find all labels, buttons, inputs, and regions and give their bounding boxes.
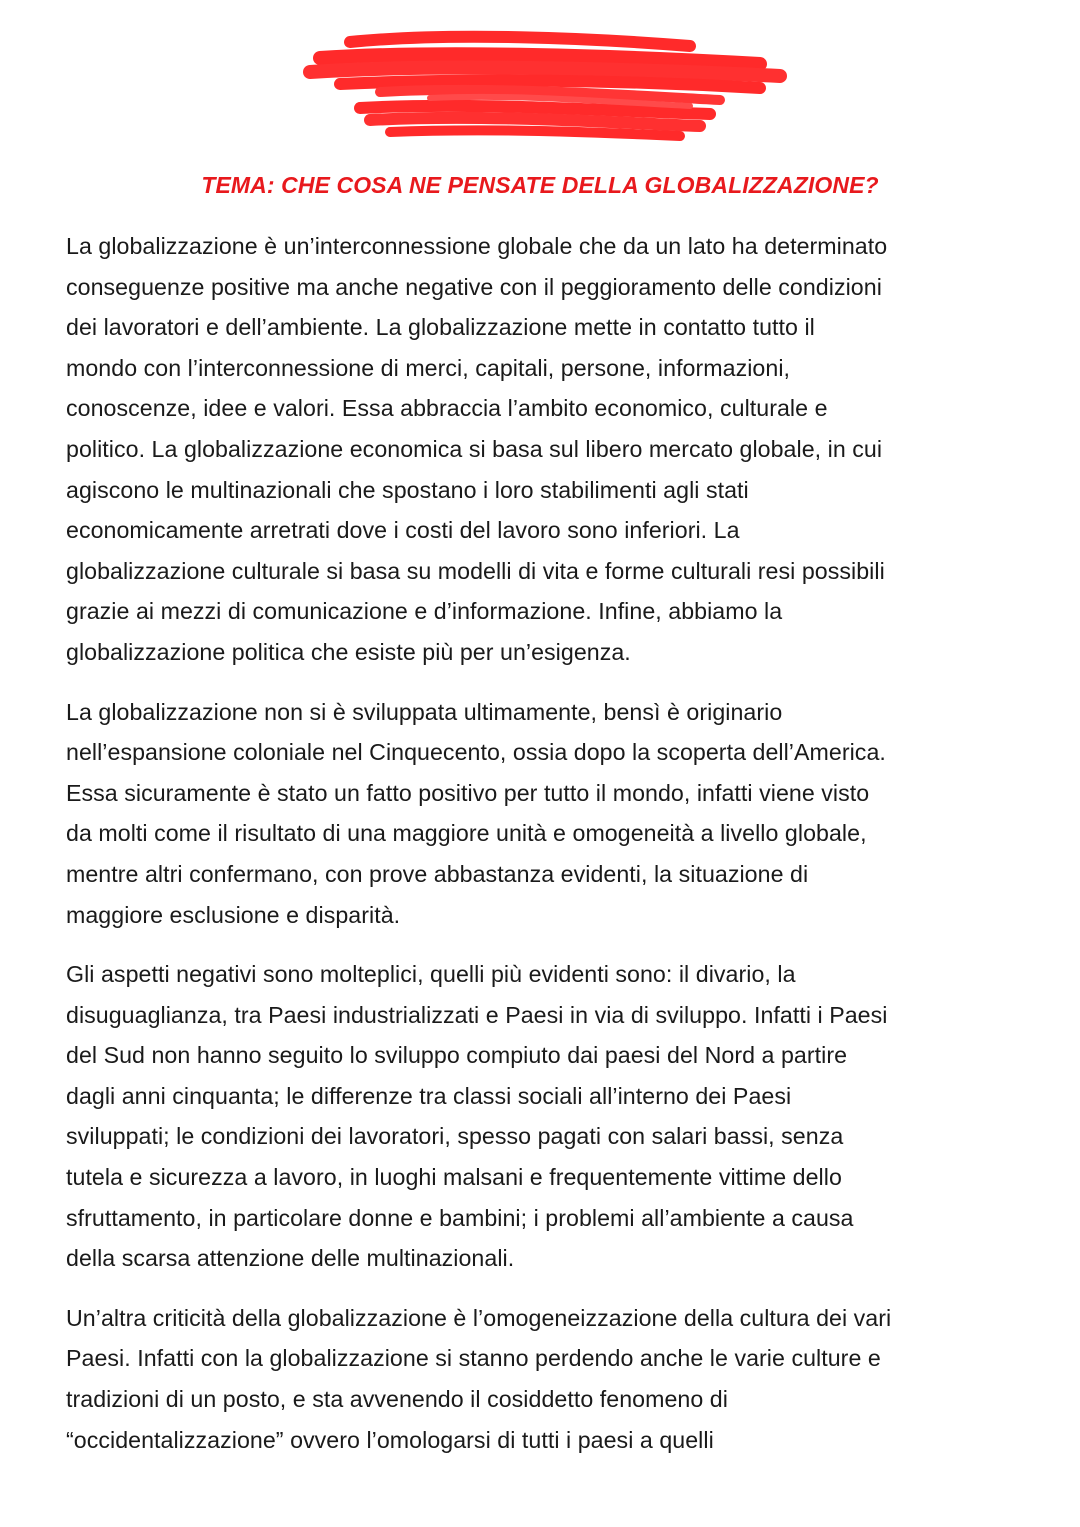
text-line: mondo con l’interconnessione di merci, capitali, persone, informazioni,	[66, 354, 791, 381]
text-line: conoscenze, idee e valori. Essa abbraccia l’ambito economico, culturale e	[66, 395, 828, 422]
paragraph	[66, 226, 1024, 673]
text-line: Gli aspetti negativi sono molteplici, quelli più evidenti sono: il divario, la	[66, 961, 796, 988]
text-line: agiscono le multinazionali che spostano i loro stabilimenti agli stati	[66, 476, 749, 503]
text-line: dagli anni cinquanta; le differenze tra classi sociali all’interno dei Paesi	[66, 1082, 792, 1109]
text-line: Paesi. Infatti con la globalizzazione si stanno perdendo anche le varie culture e	[66, 1345, 881, 1372]
redaction-stroke	[350, 37, 690, 46]
text-line: disuguaglianza, tra Paesi industrializzati e Paesi in via di sviluppo. Infatti i Paesi	[66, 1001, 888, 1028]
text-line: da molti come il risultato di una maggiore unità e omogeneità a livello globale,	[66, 820, 867, 847]
essay-body	[66, 226, 1024, 1460]
text-line: “occidentalizzazione” ovvero l’omologarsi di tutti i paesi a quelli	[66, 1426, 714, 1453]
text-line: mentre altri confermano, con prove abbastanza evidenti, la situazione di	[66, 860, 809, 887]
text-line: maggiore esclusione e disparità.	[66, 901, 401, 928]
text-line: dei lavoratori e dell’ambiente. La globalizzazione mette in contatto tutto il	[66, 314, 815, 341]
redaction-strokes	[310, 37, 780, 136]
text-line: nell’espansione coloniale nel Cinquecento, ossia dopo la scoperta dell’America.	[66, 739, 886, 766]
text-line: La globalizzazione non si è sviluppata ultimamente, bensì è originario	[66, 698, 783, 725]
paragraph	[66, 954, 1024, 1279]
text-line: del Sud non hanno seguito lo sviluppo compiuto dai paesi del Nord a partire	[66, 1042, 848, 1069]
essay-title: TEMA: CHE COSA NE PENSATE DELLA GLOBALIZZAZIONE?	[201, 172, 879, 198]
text-line: grazie ai mezzi di comunicazione e d’informazione. Infine, abbiamo la	[66, 598, 783, 625]
text-line: La globalizzazione è un’interconnessione globale che da un lato ha determinato	[66, 233, 888, 259]
redaction-stroke	[390, 130, 680, 136]
text-line: globalizzazione culturale si basa su modelli di vita e forme culturali resi possibili	[66, 557, 885, 584]
paragraph	[66, 1298, 1024, 1460]
text-line: conseguenze positive ma anche negative con il peggioramento delle condizioni	[66, 273, 882, 300]
text-line: sviluppati; le condizioni dei lavoratori, spesso pagati con salari bassi, senza	[66, 1123, 844, 1150]
text-line: Essa sicuramente è stato un fatto positivo per tutto il mondo, infatti viene visto	[66, 779, 870, 806]
text-line: della scarsa attenzione delle multinazionali.	[66, 1245, 515, 1272]
redaction-stroke	[370, 118, 700, 126]
text-line: politico. La globalizzazione economica si basa sul libero mercato globale, in cui	[66, 435, 883, 462]
text-line: globalizzazione politica che esiste più per un’esigenza.	[66, 638, 631, 665]
text-line: Un’altra criticità della globalizzazione è l’omogeneizzazione della cultura dei vari	[66, 1304, 892, 1331]
text-line: economicamente arretrati dove i costi del lavoro sono inferiori. La	[66, 517, 740, 544]
text-line: sfruttamento, in particolare donne e bambini; i problemi all’ambiente a causa	[66, 1204, 854, 1231]
text-line: tradizioni di un posto, e sta avvenendo il cosiddetto fenomeno di	[66, 1386, 728, 1413]
text-line: tutela e sicurezza a lavoro, in luoghi malsani e frequentemente vittime dello	[66, 1164, 842, 1191]
paragraph	[66, 692, 1024, 936]
redaction-scribble	[290, 28, 800, 148]
